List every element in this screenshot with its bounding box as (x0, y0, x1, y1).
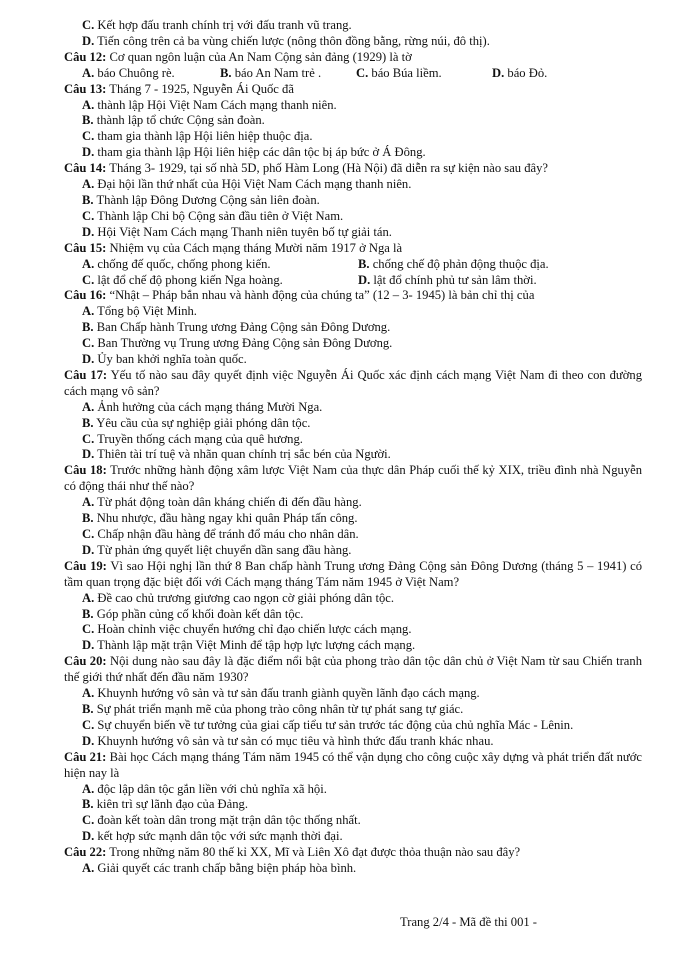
option-letter: D. (82, 33, 95, 48)
answer-option (64, 225, 642, 241)
question-block (64, 463, 642, 558)
option-letter: A. (82, 861, 95, 876)
option-letter: C. (82, 622, 95, 637)
question-number: Câu 20: (64, 654, 107, 669)
option-letter: B. (220, 65, 232, 80)
answer-option (64, 320, 642, 336)
option-letter: D. (492, 65, 505, 80)
option-text: Khuynh hướng vô sản và tư sản đấu tranh giành quyền lãnh đạo cách mạng. (97, 686, 480, 701)
option-text: Hoàn chỉnh việc chuyển hướng chỉ đạo chiến lược cách mạng. (97, 622, 412, 637)
option-text: báo Đỏ. (507, 65, 548, 80)
question-block (64, 82, 642, 162)
option-text: báo Chuông rè. (97, 65, 175, 80)
option-text: tham gia thành lập Hội liên hiệp các dân tộc bị áp bức ở Á Đông. (97, 145, 426, 160)
question-stem (64, 161, 642, 177)
answer-option (64, 209, 642, 225)
option-letter: B. (82, 701, 94, 716)
option-text: Yêu cầu của sự nghiệp giải phóng dân tộc. (96, 415, 311, 430)
answer-option (64, 336, 642, 352)
carry-over-options (64, 18, 642, 50)
option-text: Đại hội lần thứ nhất của Hội Việt Nam Cách mạng thanh niên. (97, 177, 412, 192)
answer-option (64, 702, 642, 718)
answer-option (492, 66, 547, 82)
option-letter: C. (82, 272, 95, 287)
options-row (64, 273, 642, 289)
option-text: Tiến công trên cả ba vùng chiến lược (nông thôn đồng bằng, rừng núi, đô thị). (97, 33, 490, 48)
option-letter: D. (82, 542, 95, 557)
option-letter: A. (82, 781, 95, 796)
answer-option (64, 145, 642, 161)
answer-option (64, 829, 642, 845)
answer-option (82, 66, 220, 82)
option-text: Giải quyết các tranh chấp bằng biện pháp hòa bình. (97, 861, 357, 876)
option-letter: A. (82, 97, 95, 112)
question-stem (64, 50, 642, 66)
option-text: lật đổ chính phủ tư sản lâm thời. (373, 272, 537, 287)
question-block (64, 845, 642, 877)
question-block (64, 288, 642, 368)
answer-option (64, 98, 642, 114)
options-row (64, 257, 642, 273)
option-letter: B. (82, 415, 94, 430)
option-text: độc lập dân tộc gắn liền với chủ nghĩa xã hội. (97, 781, 327, 796)
question-number: Câu 17: (64, 367, 108, 382)
answer-option (64, 718, 642, 734)
option-letter: B. (82, 797, 94, 812)
question-stem (64, 559, 642, 591)
question-text: Bài học Cách mạng tháng Tám năm 1945 có thể vận dụng cho công cuộc xây dựng và phát triển đất nước hiện nay là (64, 749, 642, 780)
option-text: báo An Nam trẻ . (234, 65, 322, 80)
question-text: Nội dung nào sau đây là đặc điểm nổi bật của phong trào dân tộc dân chủ ở Việt Nam từ sau Chiến tranh thế giới thứ nhất đến đầu năm 1930? (64, 654, 642, 685)
question-text: Yếu tố nào sau đây quyết định việc Nguyễn Ái Quốc xác định cách mạng Việt Nam đi theo con đường cách mạng vô sản? (64, 367, 642, 398)
question-number: Câu 15: (64, 240, 107, 255)
question-text: Trong những năm 80 thế kỉ XX, Mĩ và Liên Xô đạt được thỏa thuận nào sau đây? (109, 845, 521, 860)
option-text: Ban Chấp hành Trung ương Đảng Cộng sản Đông Dương. (96, 320, 391, 335)
question-number: Câu 13: (64, 81, 107, 96)
option-letter: D. (82, 145, 95, 160)
question-number: Câu 19: (64, 558, 107, 573)
question-block (64, 241, 642, 289)
question-number: Câu 21: (64, 749, 107, 764)
option-letter: B. (82, 606, 94, 621)
option-text: Từ phản ứng quyết liệt chuyển dần sang đầu hàng. (97, 542, 352, 557)
option-letter: D. (82, 224, 95, 239)
option-letter: A. (82, 686, 95, 701)
answer-option (64, 495, 642, 511)
option-letter: A. (82, 399, 95, 414)
question-stem (64, 750, 642, 782)
answer-option (220, 66, 356, 82)
answer-option (64, 543, 642, 559)
option-letter: B. (82, 320, 94, 335)
answer-option (64, 177, 642, 193)
answer-option (64, 447, 642, 463)
question-number: Câu 16: (64, 288, 107, 303)
option-text: chống chế độ phản động thuộc địa. (372, 256, 549, 271)
question-text: Vì sao Hội nghị lần thứ 8 Ban chấp hành Trung ương Đảng Cộng sản Đông Dương (tháng 5 – 1941) có tầm quan trọng đặc biệt đối với Cách mạng tháng Tám năm 1945 ở Việt Nam? (64, 558, 643, 589)
answer-option (82, 257, 358, 273)
answer-option (64, 304, 642, 320)
option-text: Đề cao chủ trương giương cao ngọn cờ giải phóng dân tộc. (97, 590, 395, 605)
option-text: Hội Việt Nam Cách mạng Thanh niên tuyên bố tự giải tán. (97, 224, 392, 239)
option-letter: A. (82, 177, 95, 192)
question-list (64, 50, 642, 877)
question-number: Câu 12: (64, 49, 107, 64)
question-text: Nhiệm vụ của Cách mạng tháng Mười năm 1917 ở Nga là (109, 240, 403, 255)
question-stem (64, 288, 642, 304)
option-letter: C. (356, 65, 369, 80)
answer-option (64, 686, 642, 702)
option-letter: B. (82, 192, 94, 207)
question-number: Câu 14: (64, 161, 107, 176)
option-text: Nhu nhược, đầu hàng ngay khi quân Pháp tấn công. (96, 511, 358, 526)
answer-option (64, 527, 642, 543)
option-text: Thành lập mặt trận Việt Minh để tập hợp lực lượng cách mạng. (97, 638, 416, 653)
question-block (64, 50, 642, 82)
option-letter: C. (82, 527, 95, 541)
answer-option (64, 607, 642, 623)
page-footer: Trang 2/4 - Mã đề thi 001 - (400, 915, 538, 929)
answer-option (64, 813, 642, 829)
answer-option (64, 734, 642, 750)
option-text: Tổng bộ Việt Minh. (97, 304, 197, 319)
question-stem (64, 463, 642, 495)
option-text: Góp phần củng cố khối đoàn kết dân tộc. (96, 606, 304, 621)
question-text: “Nhật – Pháp bắn nhau và hành động của chúng ta” (12 – 3- 1945) là bản chỉ thị của (109, 288, 535, 303)
answer-option (358, 257, 549, 273)
question-stem (64, 368, 642, 400)
answer-option (64, 782, 642, 798)
answer-option (64, 113, 642, 129)
option-text: Ban Thường vụ Trung ương Đảng Cộng sản Đông Dương. (97, 336, 393, 351)
option-text: Thiên tài trí tuệ và nhãn quan chính trị sắc bén của Người. (97, 447, 391, 462)
option-letter: B. (82, 511, 94, 526)
option-text: Ủy ban khởi nghĩa toàn quốc. (97, 352, 247, 367)
option-letter: C. (82, 813, 95, 828)
option-letter: C. (82, 717, 95, 732)
question-block (64, 161, 642, 241)
question-block (64, 654, 642, 749)
option-letter: C. (82, 18, 95, 32)
option-letter: C. (82, 431, 95, 446)
option-text: Thành lập Đông Dương Cộng sản liên đoàn. (96, 192, 320, 207)
option-text: chống đế quốc, chống phong kiến. (97, 256, 271, 271)
option-letter: A. (82, 304, 95, 319)
option-letter: C. (82, 336, 95, 351)
option-letter: B. (358, 256, 370, 271)
answer-option (64, 18, 642, 34)
option-text: đoàn kết toàn dân trong mặt trận dân tộc thống nhất. (97, 813, 361, 828)
option-text: Kết hợp đấu tranh chính trị với đấu tranh vũ trang. (97, 18, 352, 32)
question-number: Câu 22: (64, 845, 107, 860)
question-text: Tháng 3- 1929, tại số nhà 5D, phố Hàm Long (Hà Nội) đã diễn ra sự kiện nào sau đây? (109, 161, 549, 176)
answer-option (64, 400, 642, 416)
answer-option (356, 66, 492, 82)
answer-option (64, 129, 642, 145)
option-letter: D. (358, 272, 371, 287)
option-text: báo Búa liềm. (371, 65, 442, 80)
option-text: kết hợp sức mạnh dân tộc với sức mạnh thời đại. (97, 829, 343, 844)
option-letter: C. (82, 208, 95, 223)
option-text: Sự chuyển biến về tư tưởng của giai cấp tiểu tư sản trước tác động của chủ nghĩa Mác - Lênin. (97, 717, 574, 732)
question-stem (64, 82, 642, 98)
question-stem (64, 654, 642, 686)
answer-option (82, 273, 358, 289)
answer-option (64, 591, 642, 607)
option-text: Từ phát động toàn dân kháng chiến đi đến đầu hàng. (97, 495, 362, 510)
option-text: Truyền thống cách mạng của quê hương. (97, 431, 303, 446)
option-letter: D. (82, 638, 95, 653)
option-text: kiên trì sự lãnh đạo của Đảng. (96, 797, 248, 812)
option-letter: A. (82, 65, 95, 80)
option-text: thành lập tổ chức Cộng sản đoàn. (96, 113, 265, 128)
question-block (64, 750, 642, 845)
answer-option (64, 511, 642, 527)
question-number: Câu 18: (64, 463, 107, 478)
option-letter: A. (82, 590, 95, 605)
question-block (64, 559, 642, 654)
answer-option (64, 34, 642, 50)
option-text: thành lập Hội Việt Nam Cách mạng thanh niên. (97, 97, 337, 112)
question-stem (64, 241, 642, 257)
option-letter: D. (82, 733, 95, 748)
answer-option (64, 797, 642, 813)
answer-option (64, 193, 642, 209)
option-letter: D. (82, 829, 95, 844)
answer-option (64, 638, 642, 654)
answer-option (64, 861, 642, 877)
option-letter: A. (82, 495, 95, 510)
option-text: tham gia thành lập Hội liên hiệp thuộc địa. (97, 129, 313, 144)
question-block (64, 368, 642, 463)
options-row (64, 66, 642, 82)
question-stem (64, 845, 642, 861)
option-text: Sự phát triển mạnh mẽ của phong trào công nhân từ tự phát sang tự giác. (96, 701, 464, 716)
question-text: Cơ quan ngôn luận của An Nam Cộng sản đảng (1929) là tờ (109, 49, 412, 64)
question-text: Tháng 7 - 1925, Nguyễn Ái Quốc đã (109, 81, 294, 96)
answer-option (64, 622, 642, 638)
option-text: Ảnh hưởng của cách mạng tháng Mười Nga. (97, 399, 323, 414)
option-text: Chấp nhận đầu hàng để tránh đổ máu cho nhân dân. (97, 527, 359, 541)
answer-option (64, 416, 642, 432)
option-letter: D. (82, 447, 95, 462)
option-text: lật đổ chế độ phong kiến Nga hoàng. (97, 272, 283, 287)
answer-option (358, 273, 537, 289)
answer-option (64, 432, 642, 448)
option-text: Thành lập Chi bộ Cộng sản đầu tiên ở Việt Nam. (97, 208, 344, 223)
option-letter: B. (82, 113, 94, 128)
option-text: Khuynh hướng vô sản và tư sản có mục tiêu và hình thức đấu tranh khác nhau. (97, 733, 494, 748)
option-letter: A. (82, 256, 95, 271)
question-text: Trước những hành động xâm lược Việt Nam của thực dân Pháp cuối thế kỷ XIX, triều đình nhà Nguyễn có động thái như thế nào? (64, 463, 642, 494)
option-letter: D. (82, 352, 95, 367)
answer-option (64, 352, 642, 368)
option-letter: C. (82, 129, 95, 144)
